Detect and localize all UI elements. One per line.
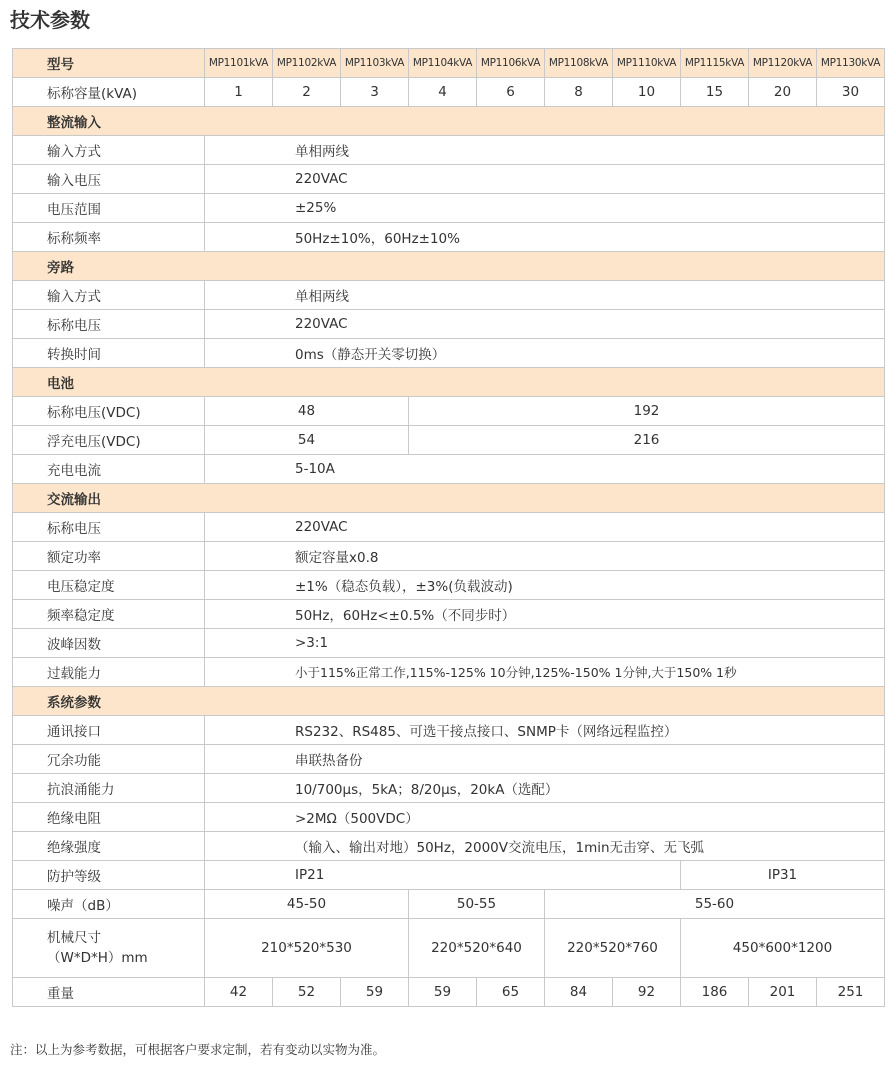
spec-row bbox=[13, 571, 885, 600]
spec-value: 小于115%正常工作,115%-125% 10分钟,125%-150% 1分钟,大于150% 1秒 bbox=[205, 658, 885, 687]
spec-label: 输入方式 bbox=[13, 136, 205, 165]
spec-row bbox=[13, 919, 885, 978]
spec-row bbox=[13, 513, 885, 542]
section-header-ac-output bbox=[13, 484, 885, 513]
spec-value: 192 bbox=[409, 397, 885, 426]
capacity-cell: 20 bbox=[749, 78, 817, 107]
spec-row bbox=[13, 136, 885, 165]
model-label: 型号 bbox=[13, 49, 205, 78]
spec-row bbox=[13, 165, 885, 194]
spec-label: 额定功率 bbox=[13, 542, 205, 571]
capacity-cell: 6 bbox=[477, 78, 545, 107]
model-cell: MP1108kVA bbox=[545, 49, 613, 78]
section-title: 系统参数 bbox=[13, 687, 885, 716]
spec-label: 绝缘电阻 bbox=[13, 803, 205, 832]
model-cell: MP1110kVA bbox=[613, 49, 681, 78]
model-cell: MP1115kVA bbox=[681, 49, 749, 78]
capacity-cell: 10 bbox=[613, 78, 681, 107]
spec-label bbox=[13, 919, 205, 978]
spec-value: >2MΩ（500VDC） bbox=[205, 803, 885, 832]
spec-row bbox=[13, 629, 885, 658]
spec-value: 54 bbox=[205, 426, 409, 455]
capacity-cell: 2 bbox=[273, 78, 341, 107]
model-cell: MP1130kVA bbox=[817, 49, 885, 78]
weight-row bbox=[13, 978, 885, 1007]
spec-value: 55-60 bbox=[545, 890, 885, 919]
spec-label: 标称频率 bbox=[13, 223, 205, 252]
spec-label: 抗浪涌能力 bbox=[13, 774, 205, 803]
capacity-row bbox=[13, 78, 885, 107]
spec-value: 210*520*530 bbox=[205, 919, 409, 978]
spec-row bbox=[13, 455, 885, 484]
spec-label: 标称电压(VDC) bbox=[13, 397, 205, 426]
spec-label: 过载能力 bbox=[13, 658, 205, 687]
spec-row bbox=[13, 716, 885, 745]
spec-row bbox=[13, 397, 885, 426]
capacity-cell: 1 bbox=[205, 78, 273, 107]
section-header-battery bbox=[13, 368, 885, 397]
spec-label: 重量 bbox=[13, 978, 205, 1007]
weight-cell: 59 bbox=[341, 978, 409, 1007]
spec-value: ±1%（稳态负载），±3%(负载波动) bbox=[205, 571, 885, 600]
capacity-cell: 8 bbox=[545, 78, 613, 107]
capacity-cell: 15 bbox=[681, 78, 749, 107]
spec-value: 单相两线 bbox=[205, 281, 885, 310]
spec-value: 220VAC bbox=[205, 165, 885, 194]
spec-value: 50Hz，60Hz<±0.5%（不同步时） bbox=[205, 600, 885, 629]
model-cell: MP1103kVA bbox=[341, 49, 409, 78]
spec-value: 50-55 bbox=[409, 890, 545, 919]
spec-row bbox=[13, 310, 885, 339]
section-header-bypass bbox=[13, 252, 885, 281]
spec-value: （输入、输出对地）50Hz，2000V交流电压，1min无击穿、无飞弧 bbox=[205, 832, 885, 861]
spec-label: 防护等级 bbox=[13, 861, 205, 890]
spec-value: IP31 bbox=[681, 861, 885, 890]
spec-row bbox=[13, 223, 885, 252]
model-cell: MP1106kVA bbox=[477, 49, 545, 78]
spec-label: 通讯接口 bbox=[13, 716, 205, 745]
spec-row bbox=[13, 890, 885, 919]
weight-cell: 52 bbox=[273, 978, 341, 1007]
spec-row bbox=[13, 600, 885, 629]
spec-value: RS232、RS485、可选干接点接口、SNMP卡（网络远程监控） bbox=[205, 716, 885, 745]
spec-value: 220VAC bbox=[205, 513, 885, 542]
capacity-cell: 4 bbox=[409, 78, 477, 107]
spec-label: 电压范围 bbox=[13, 194, 205, 223]
model-cell: MP1120kVA bbox=[749, 49, 817, 78]
spec-value: 220VAC bbox=[205, 310, 885, 339]
spec-label: 频率稳定度 bbox=[13, 600, 205, 629]
spec-value: 220*520*640 bbox=[409, 919, 545, 978]
capacity-cell: 30 bbox=[817, 78, 885, 107]
spec-label: 转换时间 bbox=[13, 339, 205, 368]
spec-row bbox=[13, 194, 885, 223]
weight-cell: 59 bbox=[409, 978, 477, 1007]
spec-row bbox=[13, 832, 885, 861]
capacity-label: 标称容量(kVA) bbox=[13, 78, 205, 107]
weight-cell: 92 bbox=[613, 978, 681, 1007]
section-title: 交流输出 bbox=[13, 484, 885, 513]
spec-value: 0ms（静态开关零切换） bbox=[205, 339, 885, 368]
spec-table bbox=[12, 48, 885, 1007]
footnote: 注：以上为参考数据，可根据客户要求定制，若有变动以实物为准。 bbox=[10, 1042, 386, 1057]
weight-cell: 201 bbox=[749, 978, 817, 1007]
spec-value: 220*520*760 bbox=[545, 919, 681, 978]
spec-row bbox=[13, 658, 885, 687]
model-cell: MP1104kVA bbox=[409, 49, 477, 78]
page-title: 技术参数 bbox=[10, 8, 90, 32]
section-title: 整流输入 bbox=[13, 107, 885, 136]
weight-cell: 65 bbox=[477, 978, 545, 1007]
section-header-system bbox=[13, 687, 885, 716]
spec-label: 浮充电压(VDC) bbox=[13, 426, 205, 455]
spec-label: 波峰因数 bbox=[13, 629, 205, 658]
spec-value: 单相两线 bbox=[205, 136, 885, 165]
capacity-cell: 3 bbox=[341, 78, 409, 107]
weight-cell: 84 bbox=[545, 978, 613, 1007]
spec-value: ±25% bbox=[205, 194, 885, 223]
spec-label: 电压稳定度 bbox=[13, 571, 205, 600]
model-cell: MP1101kVA bbox=[205, 49, 273, 78]
weight-cell: 186 bbox=[681, 978, 749, 1007]
spec-row bbox=[13, 745, 885, 774]
model-cell: MP1102kVA bbox=[273, 49, 341, 78]
spec-value: 10/700μs，5kA；8/20μs，20kA（选配） bbox=[205, 774, 885, 803]
spec-value: 45-50 bbox=[205, 890, 409, 919]
spec-label: 标称电压 bbox=[13, 513, 205, 542]
dimensions-label-line1: 机械尺寸 bbox=[47, 930, 101, 946]
spec-value: 216 bbox=[409, 426, 885, 455]
section-title: 旁路 bbox=[13, 252, 885, 281]
dimensions-label-line2: （W*D*H）mm bbox=[47, 950, 148, 966]
weight-cell: 251 bbox=[817, 978, 885, 1007]
spec-value: 串联热备份 bbox=[205, 745, 885, 774]
spec-label: 绝缘强度 bbox=[13, 832, 205, 861]
section-header-rectifier-input bbox=[13, 107, 885, 136]
spec-row bbox=[13, 339, 885, 368]
spec-row bbox=[13, 803, 885, 832]
section-title: 电池 bbox=[13, 368, 885, 397]
spec-value: 450*600*1200 bbox=[681, 919, 885, 978]
weight-cell: 42 bbox=[205, 978, 273, 1007]
spec-label: 充电电流 bbox=[13, 455, 205, 484]
spec-value: 48 bbox=[205, 397, 409, 426]
spec-value: 额定容量x0.8 bbox=[205, 542, 885, 571]
spec-label: 冗余功能 bbox=[13, 745, 205, 774]
spec-value: 5-10A bbox=[205, 455, 885, 484]
spec-row bbox=[13, 542, 885, 571]
spec-label: 输入方式 bbox=[13, 281, 205, 310]
spec-value: 50Hz±10%，60Hz±10% bbox=[205, 223, 885, 252]
spec-row bbox=[13, 774, 885, 803]
spec-row bbox=[13, 861, 885, 890]
model-row bbox=[13, 49, 885, 78]
spec-label: 噪声（dB） bbox=[13, 890, 205, 919]
spec-value: >3:1 bbox=[205, 629, 885, 658]
spec-row bbox=[13, 426, 885, 455]
spec-row bbox=[13, 281, 885, 310]
spec-label: 输入电压 bbox=[13, 165, 205, 194]
spec-value: IP21 bbox=[205, 861, 681, 890]
spec-label: 标称电压 bbox=[13, 310, 205, 339]
